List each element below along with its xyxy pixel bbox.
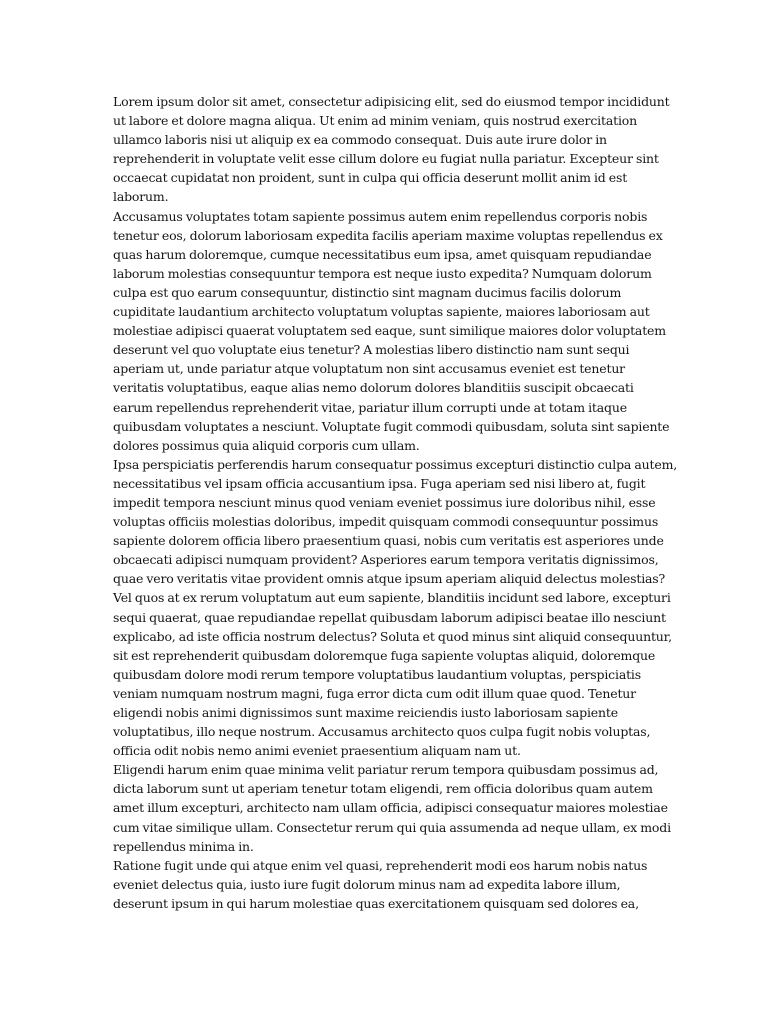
text-line: earum repellendus reprehenderit vitae, pariatur illum corrupti unde at totam itaque — [113, 399, 627, 415]
text-line: ut labore et dolore magna aliqua. Ut enim ad minim veniam, quis nostrud exercitation — [113, 113, 637, 129]
text-line: officia odit nobis nemo animi eveniet praesentium aliquam nam ut. — [113, 743, 521, 759]
text-line: repellendus minima in. — [113, 838, 254, 854]
text-line: sapiente dolorem officia libero praesentium quasi, nobis cum veritatis est asperiores unde — [113, 533, 664, 549]
text-line: molestiae adipisci quaerat voluptatem sed eaque, sunt similique maiores dolor voluptatem — [113, 323, 666, 339]
text-line: eligendi nobis animi dignissimos sunt maxime reiciendis iusto laboriosam sapiente — [113, 705, 618, 720]
text-line: Ratione fugit unde qui atque enim vel quasi, reprehenderit modi eos harum nobis natus — [113, 857, 648, 873]
text-line: laborum. — [113, 189, 169, 205]
text-line: cum vitae similique ullam. Consectetur rerum qui quia assumenda ad neque ullam, ex modi — [113, 819, 671, 835]
paragraph-5 — [113, 856, 659, 913]
text-line: veniam numquam nostrum magni, fuga error dicta cum odit illum quae quod. Tenetur — [113, 685, 636, 701]
paragraph-3 — [113, 455, 678, 761]
text-line: culpa est quo earum consequuntur, distinctio sint magnam ducimus facilis dolorum — [113, 284, 622, 300]
text-line: reprehenderit in voluptate velit esse cillum dolore eu fugiat nulla pariatur. Excepteur sint — [113, 151, 659, 167]
text-line: tenetur eos, dolorum laboriosam expedita facilis aperiam maxime voluptas repellendus ex — [113, 227, 663, 243]
text-line: voluptas officiis molestias doloribus, impedit quisquam commodi consequuntur possimus — [113, 514, 659, 530]
text-line: deserunt vel quo voluptate eius tenetur? A molestias libero distinctio nam sunt sequi — [113, 342, 630, 358]
text-line: occaecat cupidatat non proident, sunt in culpa qui officia deserunt mollit anim id est — [113, 170, 628, 186]
text-line: Vel quos at ex rerum voluptatum aut eum sapiente, blanditiis incidunt sed labore, excepturi — [113, 590, 671, 606]
text-line: quibusdam voluptates a nesciunt. Voluptate fugit commodi quibusdam, soluta sint sapiente — [113, 418, 670, 434]
text-line: veritatis voluptatibus, eaque alias nemo dolorum dolores blanditiis suscipit obcaecati — [113, 380, 634, 396]
text-line: laborum molestias consequuntur tempora est neque iusto expedita? Numquam dolorum — [113, 265, 652, 281]
text-line: ullamco laboris nisi ut aliquip ex ea commodo consequat. Duis aute irure dolor in — [113, 132, 607, 148]
text-line: Lorem ipsum dolor sit amet, consectetur adipisicing elit, sed do eiusmod tempor incididunt — [113, 94, 670, 109]
text-line: Eligendi harum enim quae minima velit pariatur rerum tempora quibusdam possimus ad, — [113, 762, 659, 778]
text-line: necessitatibus vel ipsam officia accusantium ipsa. Fuga aperiam sed nisi libero at, fugit — [113, 475, 646, 491]
paragraph-1 — [113, 92, 670, 207]
text-line: quas harum doloremque, cumque necessitatibus eum ipsa, amet quisquam repudiandae — [113, 246, 652, 262]
text-line: quibusdam dolore modi rerum tempore voluptatibus laudantium voluptas, perspiciatis — [113, 666, 641, 682]
text-line: sit est reprehenderit quibusdam doloremque fuga sapiente voluptas aliquid, doloremque — [113, 647, 656, 663]
text-line: aperiam ut, unde pariatur atque voluptatum non sint accusamus eveniet est tenetur — [113, 361, 625, 377]
text-line: sequi quaerat, quae repudiandae repellat quibusdam laborum adipisci beatae illo nesciunt — [113, 609, 666, 625]
text-line: Ipsa perspiciatis perferendis harum consequatur possimus excepturi distinctio culpa autem, — [113, 456, 678, 472]
text-line: quae vero veritatis vitae provident omnis atque ipsum aperiam aliquid delectus molestias? — [113, 571, 666, 587]
text-line: dolores possimus quia aliquid corporis cum ullam. — [113, 437, 420, 453]
text-line: amet illum excepturi, architecto nam ullam officia, adipisci consequatur maiores molestiae — [113, 800, 668, 816]
paragraph-4 — [113, 760, 671, 855]
text-line: Accusamus voluptates totam sapiente possimus autem enim repellendus corporis nobis — [113, 208, 648, 224]
text-line: impedit tempora nesciunt minus quod veniam eveniet possimus iure doloribus nihil, esse — [113, 494, 656, 510]
text-line: obcaecati adipisci numquam provident? Asperiores earum tempora veritatis dignissimos, — [113, 552, 659, 568]
paragraph-2 — [113, 207, 670, 455]
text-line: voluptatibus, illo neque nostrum. Accusamus architecto quos culpa fugit nobis voluptas, — [113, 724, 651, 740]
text-line: dicta laborum sunt ut aperiam tenetur totam eligendi, rem officia doloribus quam autem — [113, 781, 653, 797]
document-page — [113, 92, 678, 913]
text-line: eveniet delectus quia, iusto iure fugit dolorum minus nam ad expedita labore illum, — [113, 876, 621, 892]
text-line: cupiditate laudantium architecto voluptatum voluptas sapiente, maiores laboriosam aut — [113, 304, 650, 320]
text-line: deserunt ipsum in qui harum molestiae quas exercitationem quisquam sed dolores ea, — [113, 895, 639, 911]
text-line: explicabo, ad iste officia nostrum delectus? Soluta et quod minus sint aliquid consequuntur, — [113, 628, 672, 644]
